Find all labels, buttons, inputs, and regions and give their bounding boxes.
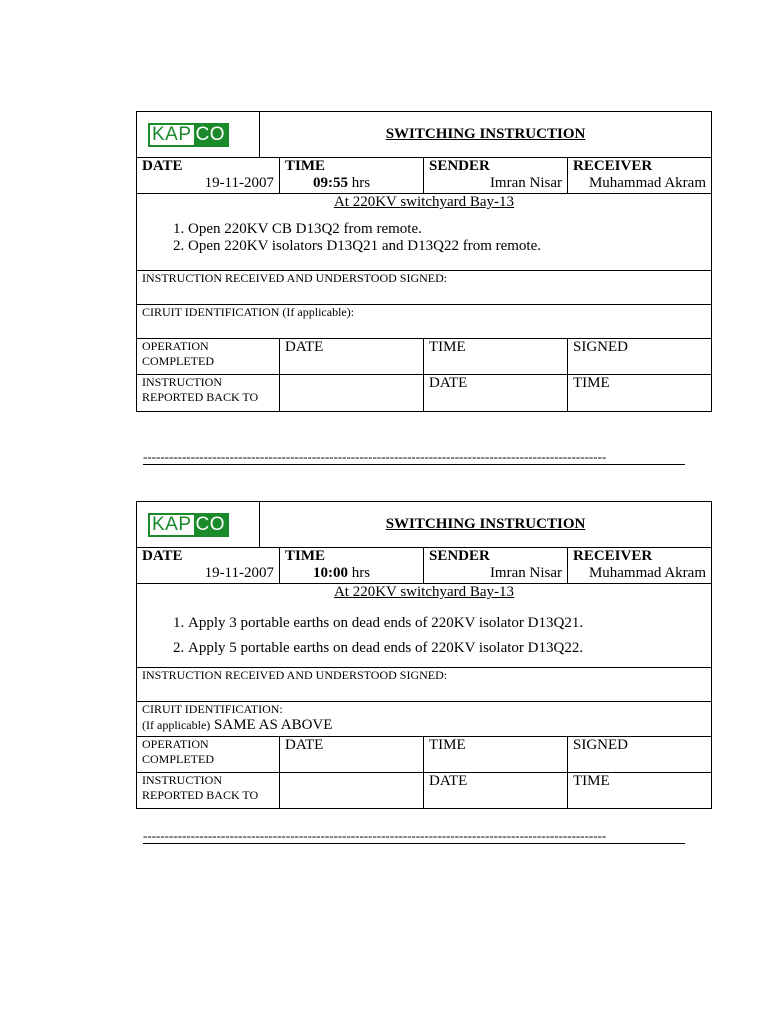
received-signed: INSTRUCTION RECEIVED AND UNDERSTOOD SIGNED:	[137, 668, 712, 702]
instruction-body	[137, 194, 712, 271]
time-value: 09:55 hrs	[312, 175, 371, 191]
op-signed-label: SIGNED	[568, 339, 712, 375]
sender-value: Imran Nisar	[489, 565, 562, 581]
separator-line: -----------------------------------------------------------------------------------------------------------	[143, 829, 685, 844]
location-text: At 220KV switchyard Bay-13	[333, 584, 515, 600]
circuit-identification: CIRUIT IDENTIFICATION (If applicable):	[137, 305, 712, 339]
reported-back-label: INSTRUCTION REPORTED BACK TO	[137, 773, 280, 809]
circuit-label: CIRUIT IDENTIFICATION:	[142, 702, 283, 716]
form-title: SWITCHING INSTRUCTION	[260, 112, 712, 158]
time-cell: TIME 10:00 hrs	[280, 548, 424, 584]
circuit-identification	[137, 702, 712, 737]
op-signed-label: SIGNED	[568, 737, 712, 773]
date-cell: DATE 19-11-2007	[137, 158, 280, 194]
reported-blank	[280, 375, 424, 412]
instruction-list	[142, 221, 706, 255]
location-text: At 220KV switchyard Bay-13	[333, 194, 515, 210]
switching-form-2	[136, 501, 711, 809]
op-time-label: TIME	[424, 737, 568, 773]
receiver-value: Muhammad Akram	[588, 175, 707, 191]
op-time-label: TIME	[424, 339, 568, 375]
date-cell: DATE 19-11-2007	[137, 548, 280, 584]
separator-line: -----------------------------------------------------------------------------------------------------------	[143, 450, 685, 465]
reported-blank	[280, 773, 424, 809]
circuit-sub-label: (If applicable)	[142, 718, 211, 732]
kapco-logo: KAP CO	[148, 123, 229, 147]
logo-cell	[137, 502, 260, 548]
sender-cell: SENDER Imran Nisar	[424, 158, 568, 194]
sender-value: Imran Nisar	[489, 175, 562, 191]
switching-form-1	[136, 111, 711, 412]
list-item: 1. Open 220KV CB D13Q2 from remote.	[188, 221, 706, 238]
instruction-body	[137, 584, 712, 668]
date-value: 19-11-2007	[204, 565, 274, 581]
list-item: 2. Apply 5 portable earths on dead ends of 220KV isolator D13Q22.	[188, 636, 706, 661]
op-date-label: DATE	[280, 339, 424, 375]
instruction-list	[142, 611, 706, 661]
time-cell: TIME 09:55 hrs	[280, 158, 424, 194]
date-value: 19-11-2007	[204, 175, 274, 191]
form-title: SWITCHING INSTRUCTION	[260, 502, 712, 548]
time-value: 10:00 hrs	[312, 565, 371, 581]
receiver-cell: RECEIVER Muhammad Akram	[568, 548, 712, 584]
reported-back-label: INSTRUCTION REPORTED BACK TO	[137, 375, 280, 412]
op-date-label: DATE	[280, 737, 424, 773]
logo-cell	[137, 112, 260, 158]
list-item: 1. Apply 3 portable earths on dead ends of 220KV isolator D13Q21.	[188, 611, 706, 636]
circuit-value: SAME AS ABOVE	[214, 717, 333, 733]
rb-time-label: TIME	[568, 773, 712, 809]
rb-date-label: DATE	[424, 375, 568, 412]
receiver-cell: RECEIVER Muhammad Akram	[568, 158, 712, 194]
sender-cell: SENDER Imran Nisar	[424, 548, 568, 584]
kapco-logo: KAP CO	[148, 513, 229, 537]
receiver-value: Muhammad Akram	[588, 565, 707, 581]
rb-date-label: DATE	[424, 773, 568, 809]
received-signed: INSTRUCTION RECEIVED AND UNDERSTOOD SIGNED:	[137, 271, 712, 305]
operation-completed-label: OPERATION COMPLETED	[137, 737, 280, 773]
rb-time-label: TIME	[568, 375, 712, 412]
operation-completed-label: OPERATION COMPLETED	[137, 339, 280, 375]
list-item: 2. Open 220KV isolators D13Q21 and D13Q22 from remote.	[188, 238, 706, 255]
